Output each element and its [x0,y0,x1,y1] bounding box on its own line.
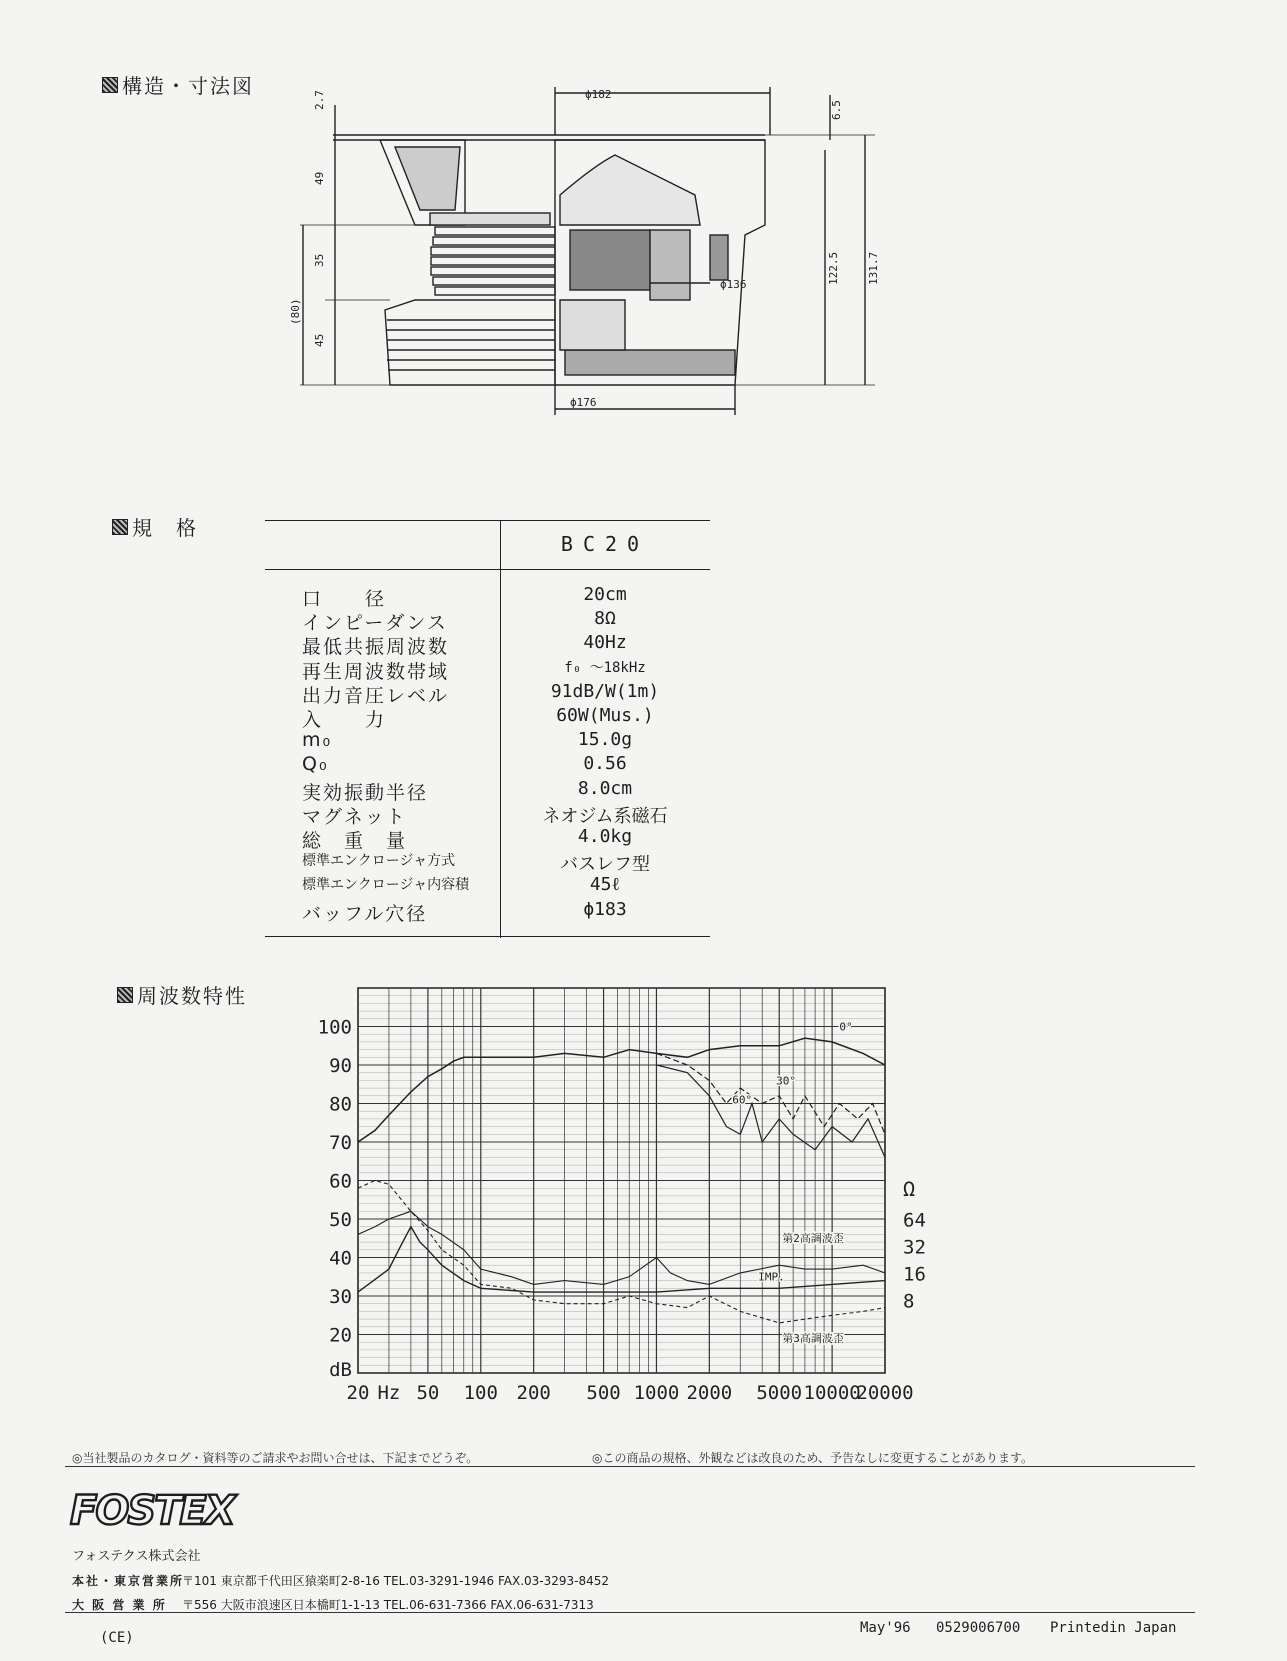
impedance-tick-label: 32 [903,1236,926,1259]
frame-section [560,300,625,350]
spec-row [265,705,710,729]
spec-label: m₀ [302,729,333,752]
dim-6-5-label: 6.5 [830,100,843,120]
spec-label: 最低共振周波数 [302,636,450,659]
bottom-body-left [385,300,555,385]
dim-phi176-label: ϕ176 [570,396,597,409]
x-tick-label: 10000 [803,1382,861,1404]
impedance-tick-label: 8 [903,1290,915,1313]
spec-value: 40Hz [583,632,627,654]
magnet-fins [431,227,555,295]
spec-table [265,520,710,938]
spec-title-text: 規 格 [132,516,198,540]
vent-section [710,235,728,280]
y-tick-label: 30 [329,1286,352,1308]
y-tick-label: 100 [317,1016,352,1039]
series-line [358,1211,885,1284]
office-tokyo [72,1572,609,1589]
x-tick-label: 500 [586,1382,621,1404]
x-tick-label: 100 [463,1382,498,1404]
freq-title-text: 周波数特性 [137,984,247,1008]
speaker-cross-section-drawing [289,85,1215,445]
structure-section-title [102,70,254,99]
y-tick-label: 60 [329,1170,352,1193]
pole-section [650,230,690,300]
impedance-unit-label: Ω [903,1176,916,1201]
spec-row [265,729,710,753]
spec-label: 再生周波数帯域 [302,660,450,683]
office-osaka [72,1596,594,1613]
printed-in: Printedin Japan [1050,1620,1177,1636]
footer-rule [65,1612,1195,1613]
spec-value: 8Ω [594,608,616,630]
spec-row [265,632,710,659]
office-tokyo-text: 〒101 東京都千代田区猿楽町2-8-16 TEL.03-3291-1946 FAX.03-3293-8452 [182,1574,610,1588]
x-tick-label: 1000 [633,1382,680,1404]
spec-value: 8.0cm [577,777,633,799]
spec-value: 45ℓ [589,874,621,896]
spec-label: 実効振動半径 [302,781,429,804]
spec-label: 標準エンクロージャ内容積 [302,877,470,894]
ce-mark: (CE) [100,1630,134,1646]
x-tick-label: 2000 [686,1382,733,1404]
print-date: May'96 [860,1620,911,1636]
section-marker-icon [112,519,128,535]
series-label: 0° [839,1020,853,1034]
spec-row [265,850,710,874]
dim-45-label: 45 [313,333,326,347]
fostex-logo [70,1488,270,1533]
model-header: BC20 [560,532,650,556]
spec-label: バッフル穴径 [302,902,428,925]
x-tick-label: 50 [416,1382,440,1404]
series-label: 第3高調波歪 [782,1332,844,1346]
structure-title-text: 構造・寸法図 [122,74,254,98]
table-header-rule [265,569,710,570]
x-tick-label: 200 [516,1382,551,1404]
x-tick-label: 20 [346,1382,370,1404]
spec-label: 標準エンクロージャ方式 [302,853,456,870]
series-label: 60° [732,1093,753,1107]
dim-131-7-label: 131.7 [867,251,880,285]
dim-49-label: 49 [313,171,326,185]
section-marker-icon [102,77,118,93]
spec-value: 0.56 [583,753,627,775]
dim-phi182-label: ϕ182 [585,88,612,101]
table-bottom-rule [265,936,710,937]
spec-value: ϕ183 [583,898,627,920]
x-tick-label: 5000 [756,1382,803,1404]
table-top-rule [265,520,710,521]
spec-row [265,657,710,681]
freq-section-title [117,980,247,1009]
note-left: ◎当社製品のカタログ・資料等のご請求やお問い合せは、下記までどうぞ。 [72,1451,479,1465]
spec-label: Q₀ [302,753,329,776]
series-line [358,1181,885,1323]
series-label: 30° [776,1074,796,1088]
spec-label: 口 径 [302,588,387,610]
spec-row [265,826,710,850]
spec-value: 91dB/W(1m) [550,680,660,702]
spec-label: マグネット [302,805,407,828]
base-section [565,350,735,375]
catalog-code: 0529006700 [936,1620,1021,1636]
y-tick-label: 50 [329,1209,352,1231]
y-tick-label: 70 [329,1132,352,1154]
spec-row [265,608,710,635]
series-label: 第2高調波歪 [782,1232,844,1246]
bottom-ribs [387,320,555,370]
spec-row [265,584,710,608]
y-tick-label: dB [329,1359,352,1381]
svg-text:FOSTEX: FOSTEX [70,1488,234,1534]
spec-label: 入 力 [302,709,387,731]
spec-label: インピーダンス [302,612,448,635]
dim-35-label: 35 [313,253,326,267]
y-tick-label: 20 [329,1324,352,1347]
y-tick-label: 80 [329,1093,352,1116]
dim-122-5-label: 122.5 [827,251,840,285]
spec-value: 20cm [583,584,627,605]
dim-phi136-label: ϕ136 [720,278,747,291]
series-label: IMP. [758,1270,785,1284]
spec-value: f₀ ～18kHz [564,659,646,676]
spec-label: 出力音圧レベル [302,684,450,707]
y-tick-label: 90 [329,1055,352,1077]
y-tick-label: 40 [329,1247,352,1270]
dim-80-label: (80) [289,298,302,325]
notes-rule [65,1466,1195,1467]
note-right: ◎この商品の規格、外観などは改良のため、予告なしに変更することがあります。 [592,1451,1034,1465]
top-plate-left [430,213,550,225]
spec-value: 60W(Mus.) [556,705,654,726]
spec-row [265,778,710,802]
section-marker-icon [117,987,133,1003]
spec-value: ネオジム系磁石 [542,805,668,827]
spec-value: バスレフ型 [560,854,650,876]
spec-value: 15.0g [577,729,633,751]
office-tokyo-key: 本社・東京営業所 [72,1574,185,1588]
frequency-response-chart [310,988,1010,1418]
series-line [657,1053,886,1134]
spec-row [265,802,710,826]
spec-label: 総 重 量 [302,830,408,852]
office-osaka-key: 大 阪 営 業 所 [72,1598,167,1612]
spec-row [265,753,710,777]
company-name: フォステクス株式会社 [72,1549,201,1564]
office-osaka-text: 〒556 大阪市浪速区日本橋町1-1-13 TEL.06-631-7366 FAX.06-631-7313 [182,1598,594,1612]
spec-section-title [112,512,198,541]
spec-value: 4.0kg [577,826,633,847]
magnet-section [570,230,650,290]
impedance-tick-label: 16 [903,1263,926,1286]
spec-row [265,874,710,898]
impedance-tick-label: 64 [903,1209,926,1232]
dim-2-7-label: 2.7 [313,90,326,110]
x-tick-label: 20000 [856,1382,914,1404]
spec-row [265,681,710,705]
spec-row [265,899,710,923]
x-tick-label: Hz [377,1382,401,1404]
cone-section-right [560,155,700,225]
